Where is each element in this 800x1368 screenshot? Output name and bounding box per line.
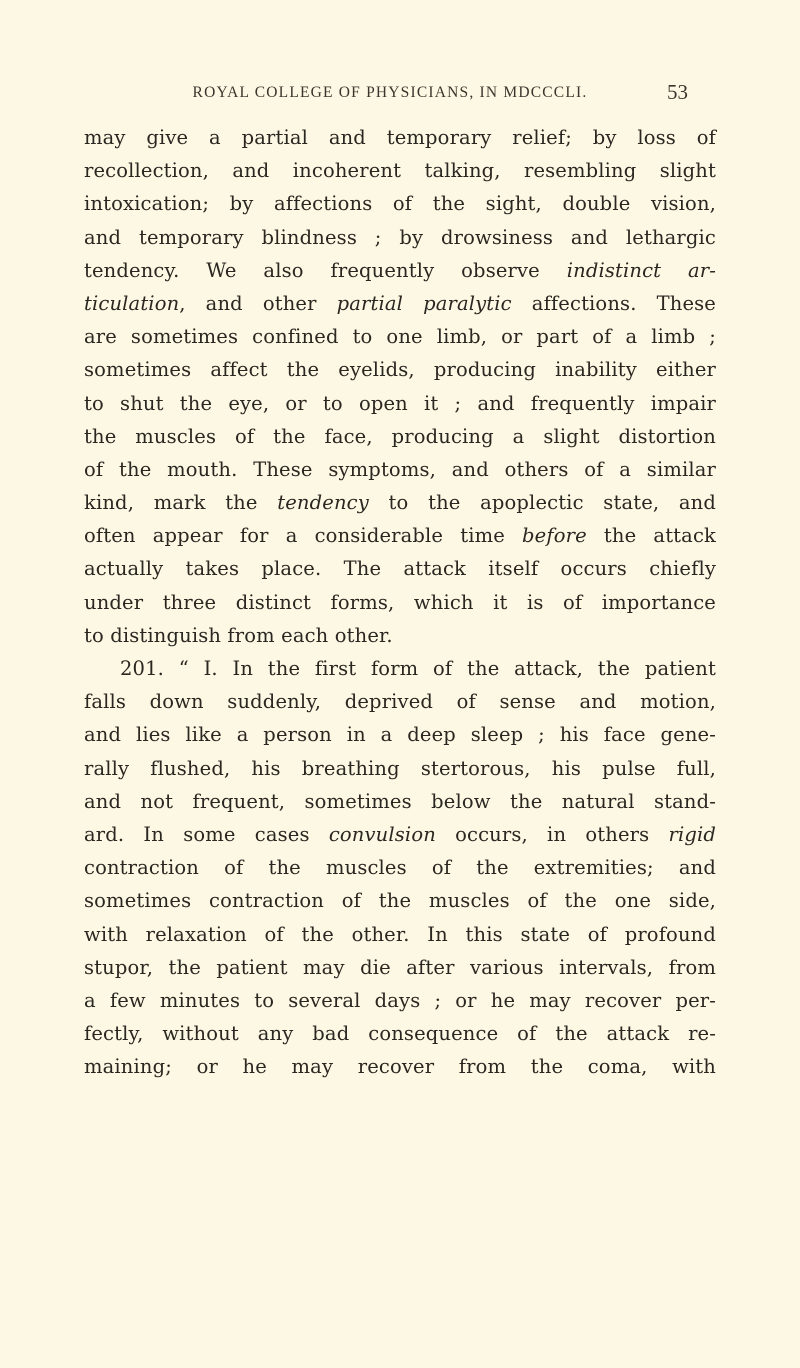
text-line [84, 121, 716, 154]
text-line [84, 420, 716, 453]
text-line [84, 951, 716, 984]
running-head: ROYAL COLLEGE OF PHYSICIANS, IN MDCCCLI. [192, 84, 588, 101]
text-segment: the attack [586, 524, 716, 548]
text-line [84, 685, 716, 718]
text-line [84, 387, 716, 420]
text-line [84, 785, 716, 818]
text-line [84, 353, 716, 386]
text-line [84, 320, 716, 353]
text-segment: are sometimes confined to one limb, or part of a limb ; [84, 325, 716, 349]
page-number: 53 [667, 80, 688, 104]
text-line [84, 1017, 716, 1050]
text-line [84, 652, 716, 685]
text-segment: under three distinct forms, which it is of importance [84, 590, 716, 614]
text-segment: may give a partial and temporary relief; by loss of [84, 126, 716, 149]
text-segment: actually takes place. The attack itself occurs chiefly [84, 557, 716, 581]
text-segment: to shut the eye, or to open it ; and frequently impair [84, 391, 716, 415]
text-line [84, 752, 716, 785]
text-segment: the muscles of the face, producing a slight distortion [84, 424, 716, 448]
text-segment: stupor, the patient may die after various intervals, from [84, 955, 716, 979]
text-line [84, 918, 716, 951]
text-line [84, 486, 716, 519]
body-text [84, 121, 716, 1083]
text-line [84, 619, 716, 652]
text-segment: 201. “ I. In the first form of the attack, the patient [120, 657, 716, 680]
text-segment: sometimes contraction of the muscles of the one side, [84, 889, 716, 913]
text-segment: and not frequent, sometimes below the natural stand- [84, 789, 716, 813]
text-line [84, 552, 716, 585]
italic-text-segment: before [522, 524, 587, 548]
text-segment: falls down suddenly, deprived of sense and motion, [84, 690, 716, 714]
text-line [84, 884, 716, 917]
text-segment: affections. These [511, 291, 716, 315]
italic-text-segment: rigid [668, 822, 716, 846]
text-segment: of the mouth. These symptoms, and others of a similar [84, 457, 716, 481]
text-segment: to distinguish from each other. [84, 623, 393, 647]
text-line [84, 187, 716, 220]
text-segment: tendency. We also frequently observe [84, 258, 567, 282]
text-line [84, 586, 716, 619]
text-line [84, 221, 716, 254]
text-segment: with relaxation of the other. In this state of profound [84, 922, 716, 946]
italic-text-segment: ticulation [84, 291, 180, 315]
text-segment: ard. In some cases [84, 822, 329, 846]
text-line [84, 851, 716, 884]
text-segment: contraction of the muscles of the extremities; and [84, 856, 716, 880]
text-segment: maining; or he may recover from the coma, with [84, 1055, 716, 1079]
text-segment: to the apoplectic state, and [368, 491, 717, 515]
text-line [84, 1050, 716, 1083]
text-line [84, 984, 716, 1017]
italic-text-segment: indistinct ar- [566, 258, 716, 282]
text-segment: a few minutes to several days ; or he may recover per- [84, 988, 716, 1012]
italic-text-segment: partial paralytic [336, 291, 512, 315]
text-segment: sometimes affect the eyelids, producing inability either [84, 358, 716, 382]
text-line [84, 453, 716, 486]
text-segment: rally flushed, his breathing stertorous, his pulse full, [84, 756, 716, 780]
text-segment: and temporary blindness ; by drowsiness and lethargic [84, 225, 716, 249]
text-segment: kind, mark the [84, 491, 278, 515]
text-segment: , and other [179, 291, 337, 315]
text-segment: recollection, and incoherent talking, resembling slight [84, 159, 716, 183]
text-segment: and lies like a person in a deep sleep ; his face gene- [84, 723, 716, 747]
text-line [84, 287, 716, 320]
text-segment: often appear for a considerable time [84, 524, 523, 548]
text-segment: fectly, without any bad consequence of the attack re- [84, 1022, 716, 1046]
text-line [84, 718, 716, 751]
text-line [84, 818, 716, 851]
italic-text-segment: convulsion [328, 822, 436, 846]
text-line [84, 154, 716, 187]
text-segment: intoxication; by affections of the sight, double vision, [84, 192, 716, 216]
text-line [84, 254, 716, 287]
page-header [120, 80, 688, 108]
text-segment: occurs, in others [435, 822, 669, 846]
text-line [84, 519, 716, 552]
italic-text-segment: tendency [277, 491, 369, 515]
